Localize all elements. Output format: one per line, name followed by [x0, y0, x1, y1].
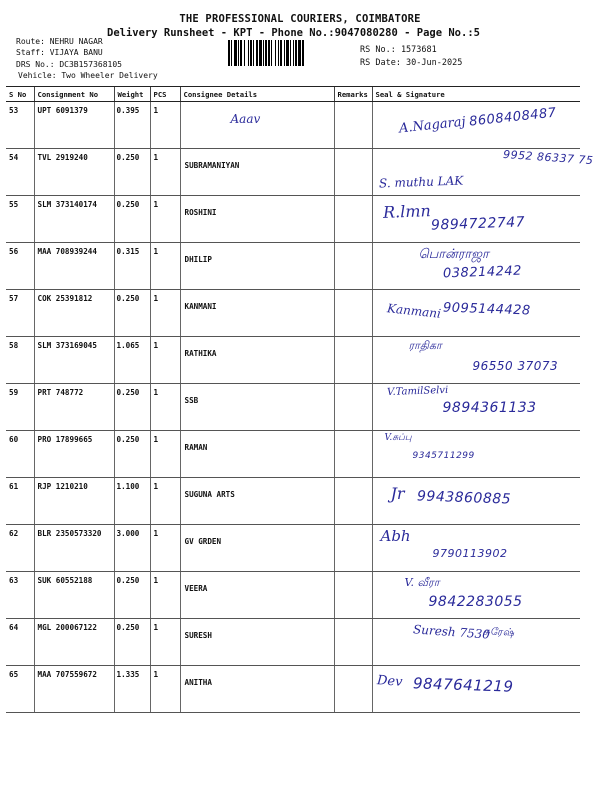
pieces-count: 1 — [150, 243, 180, 290]
serial-number: 53 — [6, 102, 34, 149]
weight-value: 0.395 — [114, 102, 150, 149]
receiver-phone: சுரேஷ் — [482, 626, 515, 639]
consignee-name: SUGUNA ARTS — [184, 490, 235, 499]
table-row — [6, 525, 580, 572]
consignee-name: VEERA — [184, 584, 208, 593]
remarks-cell — [334, 337, 372, 384]
route-label: Route: NEHRU NAGAR — [16, 37, 103, 46]
receiver-phone: 9095144428 — [442, 300, 531, 319]
consignee-handwritten-note: Aaav — [230, 112, 261, 126]
receiver-phone: 9790113902 — [432, 547, 508, 560]
remarks-cell — [334, 384, 372, 431]
table-row — [6, 196, 580, 243]
receiver-phone: 9943860885 — [416, 488, 511, 508]
consignee-details — [180, 196, 334, 243]
consignment-number: MAA 707559672 — [34, 666, 114, 713]
seal-signature-cell — [372, 619, 580, 666]
pieces-count: 1 — [150, 102, 180, 149]
table-row — [6, 431, 580, 478]
remarks-cell — [334, 102, 372, 149]
rs-number: RS No.: 1573681 — [360, 45, 437, 55]
pieces-count: 1 — [150, 337, 180, 384]
consignment-number: COK 25391812 — [34, 290, 114, 337]
receiver-phone: 8608408487 — [467, 105, 557, 130]
consignment-number: MGL 200067122 — [34, 619, 114, 666]
drs-number: DRS No.: DC3B157368105 — [16, 60, 122, 69]
consignment-number: PRO 17899665 — [34, 431, 114, 478]
consignment-number: UPT 6091379 — [34, 102, 114, 149]
receiver-signature: பொன்ராஜா — [418, 247, 489, 262]
serial-number: 63 — [6, 572, 34, 619]
table-row — [6, 290, 580, 337]
consignee-details — [180, 525, 334, 572]
table-row — [6, 478, 580, 525]
seal-signature-cell — [372, 147, 594, 196]
receiver-signature: Abh — [380, 527, 411, 545]
pieces-count: 1 — [150, 149, 180, 196]
remarks-cell — [334, 666, 372, 713]
serial-number: 54 — [6, 149, 34, 196]
col-remarks: Remarks — [334, 87, 372, 102]
consignee-details — [180, 243, 334, 290]
seal-signature-cell — [372, 102, 580, 149]
receiver-phone: 9894722747 — [430, 214, 525, 234]
rs-date: RS Date: 30-Jun-2025 — [360, 58, 463, 68]
remarks-cell — [334, 619, 372, 666]
pieces-count: 1 — [150, 384, 180, 431]
pieces-count: 1 — [150, 572, 180, 619]
consignee-details — [180, 337, 334, 384]
seal-signature-cell — [372, 337, 580, 384]
consignee-details — [180, 149, 334, 196]
receiver-signature: Jr — [390, 484, 405, 503]
seal-signature-cell — [372, 290, 580, 337]
consignee-name: RATHIKA — [184, 349, 217, 358]
consignee-details — [180, 572, 334, 619]
weight-value: 0.250 — [114, 572, 150, 619]
pieces-count: 1 — [150, 431, 180, 478]
remarks-cell — [334, 431, 372, 478]
weight-value: 1.100 — [114, 478, 150, 525]
pieces-count: 1 — [150, 525, 180, 572]
table-row — [6, 666, 580, 713]
consignee-details — [180, 102, 334, 149]
table-row — [6, 572, 580, 619]
consignment-number: BLR 2350573320 — [34, 525, 114, 572]
weight-value: 1.065 — [114, 337, 150, 384]
table-row — [6, 384, 580, 431]
seal-signature-cell — [372, 478, 580, 525]
company-title: THE PROFESSIONAL COURIERS, COIMBATORE — [179, 13, 421, 25]
weight-value: 0.315 — [114, 243, 150, 290]
table-header-row — [6, 87, 580, 102]
serial-number: 59 — [6, 384, 34, 431]
receiver-phone: 96550 37073 — [472, 359, 559, 373]
pieces-count: 1 — [150, 290, 180, 337]
seal-signature-cell — [372, 196, 580, 243]
pieces-count: 1 — [150, 196, 180, 243]
receiver-phone: 9345711299 — [412, 451, 475, 461]
remarks-cell — [334, 525, 372, 572]
serial-number: 61 — [6, 478, 34, 525]
weight-value: 0.250 — [114, 384, 150, 431]
consignee-details — [180, 384, 334, 431]
consignee-details — [180, 478, 334, 525]
seal-signature-cell — [372, 431, 580, 478]
col-sno: S No — [6, 87, 34, 102]
consignment-number: RJP 1210210 — [34, 478, 114, 525]
pieces-count: 1 — [150, 478, 180, 525]
remarks-cell — [334, 243, 372, 290]
consignee-name: SUBRAMANIYAN — [184, 161, 240, 170]
consignment-number: SLM 373169045 — [34, 337, 114, 384]
seal-signature-cell — [372, 572, 580, 619]
consignment-number: TVL 2919240 — [34, 149, 114, 196]
weight-value: 0.250 — [114, 431, 150, 478]
serial-number: 65 — [6, 666, 34, 713]
receiver-signature: Kanmani — [385, 301, 442, 321]
col-weight: Weight — [114, 87, 150, 102]
receiver-signature: ராதிகா — [408, 339, 442, 352]
consignee-details — [180, 431, 334, 478]
remarks-cell — [334, 478, 372, 525]
remarks-cell — [334, 196, 372, 243]
seal-signature-cell — [372, 384, 580, 431]
consignee-name: ANITHA — [184, 678, 212, 687]
consignee-details — [180, 619, 334, 666]
weight-value: 0.250 — [114, 290, 150, 337]
receiver-signature: R.lmn — [382, 201, 431, 222]
receiver-phone: 9952 86337 75 — [502, 147, 594, 168]
seal-signature-cell — [372, 525, 580, 572]
consignment-number: SLM 373140174 — [34, 196, 114, 243]
consignee-name: SURESH — [184, 631, 212, 640]
serial-number: 55 — [6, 196, 34, 243]
seal-signature-cell — [372, 666, 580, 713]
consignment-number: MAA 708939244 — [34, 243, 114, 290]
consignment-number: PRT 748772 — [34, 384, 114, 431]
receiver-signature: V.சுப்பு — [384, 433, 412, 443]
serial-number: 62 — [6, 525, 34, 572]
receiver-signature: S. muthu LAK — [378, 173, 463, 191]
pieces-count: 1 — [150, 666, 180, 713]
weight-value: 0.250 — [114, 196, 150, 243]
table-row — [6, 337, 580, 384]
receiver-signature: V.TamilSelvi — [386, 384, 448, 399]
runsheet-subtitle: Delivery Runsheet - KPT - Phone No.:9047080280 - Page No.:5 — [107, 27, 480, 39]
weight-value: 1.335 — [114, 666, 150, 713]
col-consignee: Consignee Details — [180, 87, 334, 102]
consignee-name: GV GRDEN — [184, 537, 222, 546]
serial-number: 64 — [6, 619, 34, 666]
receiver-phone: 9842283055 — [428, 594, 523, 610]
pieces-count: 1 — [150, 619, 180, 666]
table-row — [6, 149, 580, 196]
receiver-phone: 9847641219 — [412, 674, 514, 696]
vehicle-label: Vehicle: Two Wheeler Delivery — [18, 71, 158, 80]
consignee-name: SSB — [184, 396, 199, 405]
table-row — [6, 243, 580, 290]
col-consignment: Consignment No — [34, 87, 114, 102]
receiver-signature: Dev — [376, 673, 403, 690]
receiver-signature: A.Nagaraj — [397, 114, 466, 137]
table-row — [6, 102, 580, 149]
remarks-cell — [334, 572, 372, 619]
consignment-number: SUK 60552188 — [34, 572, 114, 619]
seal-signature-cell — [372, 243, 580, 290]
consignee-name: KANMANI — [184, 302, 217, 311]
consignee-name: RAMAN — [184, 443, 208, 452]
weight-value: 0.250 — [114, 149, 150, 196]
remarks-cell — [334, 290, 372, 337]
weight-value: 3.000 — [114, 525, 150, 572]
consignee-name: ROSHINI — [184, 208, 217, 217]
serial-number: 58 — [6, 337, 34, 384]
remarks-cell — [334, 149, 372, 196]
barcode — [228, 40, 354, 66]
receiver-phone: 038214242 — [442, 263, 522, 282]
serial-number: 60 — [6, 431, 34, 478]
consignee-details — [180, 290, 334, 337]
serial-number: 57 — [6, 290, 34, 337]
staff-label: Staff: VIJAYA BANU — [16, 48, 103, 57]
consignee-name: DHILIP — [184, 255, 212, 264]
serial-number: 56 — [6, 243, 34, 290]
receiver-signature: Suresh 7530 — [412, 622, 490, 642]
receiver-signature: V. வீரா — [404, 576, 440, 589]
table-row — [6, 619, 580, 666]
col-pcs: PCS — [150, 87, 180, 102]
consignee-details — [180, 666, 334, 713]
runsheet-table — [6, 86, 594, 713]
col-seal-signature: Seal & Signature — [372, 87, 580, 102]
receiver-phone: 9894361133 — [442, 400, 537, 416]
weight-value: 0.250 — [114, 619, 150, 666]
